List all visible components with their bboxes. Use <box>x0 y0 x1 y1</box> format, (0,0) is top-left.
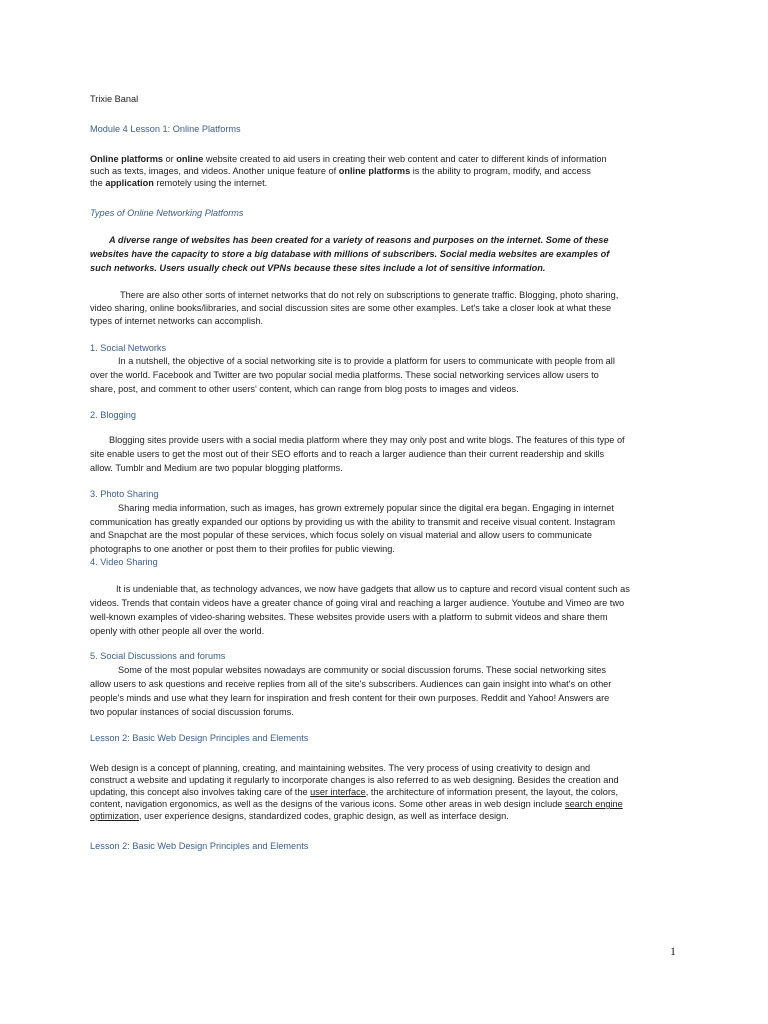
section-heading-blogging: 2. Blogging <box>90 410 136 420</box>
paragraph-line: openly with other people all over the world. <box>90 626 265 636</box>
paragraph-line: site enable users to get the most out of their SEO efforts and to reach a larger audience than their current readership and skills <box>90 449 605 459</box>
intro-line-2: such as texts, images, and videos. Another unique feature of online platforms is the ability to program, modify, and access <box>90 166 591 176</box>
section-heading-video-sharing: 4. Video Sharing <box>90 557 158 567</box>
web-design-line: Web design is a concept of planning, creating, and maintaining websites. The very process of using creativity to design and <box>90 763 591 773</box>
optimization-link[interactable]: optimization <box>90 811 140 821</box>
web-design-line: construct a website and updating it regularly to incorporate changes is also referred to as web designing. Besides the creation and <box>90 775 619 785</box>
lesson2-heading: Lesson 2: Basic Web Design Principles and Elements <box>90 733 309 743</box>
types-heading: Types of Online Networking Platforms <box>90 208 244 218</box>
paragraph-line: communication has greatly expanded our options by providing us with the ability to transmit and receive visual content. Instagram <box>90 517 615 527</box>
section-heading-photo-sharing: 3. Photo Sharing <box>90 489 159 499</box>
paragraph-line: share, post, and comment to other users' content, which can range from blog posts to images and videos. <box>90 384 519 394</box>
paragraph-line: well-known examples of video-sharing websites. These websites provide users with a platform to submit videos and share them <box>90 612 608 622</box>
bold-paragraph-line: websites have the capacity to store a big database with millions of subscribers. Social media websites are examples of <box>90 249 610 259</box>
paragraph-line: videos. Trends that contain videos have a greater chance of going viral and reaching a larger audience. Youtube and Vimeo are two <box>90 598 625 608</box>
web-design-line: content, navigation ergonomics, as well as the designs of the various icons. Some other areas in web design include search engine <box>90 799 623 809</box>
section-heading-social-networks: 1. Social Networks <box>90 343 167 353</box>
paragraph-line: over the world. Facebook and Twitter are two popular social media platforms. These social networking services allow users to <box>90 370 599 380</box>
paragraph-line: and Snapchat are the most popular of these services, which focus solely on visual material and allow users to communicate <box>90 530 592 540</box>
paragraph-line: Sharing media information, such as images, has grown extremely popular since the digital era began. Engaging in internet <box>118 503 614 513</box>
bold-paragraph-line: such networks. Users usually check out VPNs because these sites include a lot of sensitive information. <box>90 263 546 273</box>
paragraph-line: It is undeniable that, as technology advances, we now have gadgets that allow us to capture and record visual content such as <box>116 584 630 594</box>
section-heading-social-discussions: 5. Social Discussions and forums <box>90 651 226 661</box>
author-name: Trixie Banal <box>90 94 139 104</box>
paragraph-line: video sharing, online books/libraries, and social discussion sites are some other examples. Let's take a closer look at what these <box>90 303 612 313</box>
module-title: Module 4 Lesson 1: Online Platforms <box>90 124 241 134</box>
paragraph-line: photographs to one another or post them to their profiles for public viewing. <box>90 544 395 554</box>
intro-line-3: the application remotely using the internet. <box>90 178 268 188</box>
paragraph-line: In a nutshell, the objective of a social networking site is to provide a platform for users to communicate with people from all <box>118 356 615 366</box>
page-number: 1 <box>670 944 676 958</box>
bold-paragraph-line: A diverse range of websites has been created for a variety of reasons and purposes on the internet. Some of these <box>109 235 609 245</box>
paragraph-line: There are also other sorts of internet networks that do not rely on subscriptions to generate traffic. Blogging, photo sharing, <box>120 290 619 300</box>
intro-line-1: Online platforms or online website created to aid users in creating their web content and cater to different kinds of information <box>90 154 607 164</box>
paragraph-line: people's minds and use what they learn for inspiration and fresh content for their own purposes. Reddit and Yahoo! Answers are <box>90 693 610 703</box>
user-interface-link[interactable]: user interface <box>310 787 366 797</box>
web-design-line: optimization, user experience designs, standardized codes, graphic design, as well as interface design. <box>90 811 509 821</box>
search-engine-optimization-link[interactable]: search engine <box>564 799 623 809</box>
intro-term: Online platforms <box>90 154 163 164</box>
paragraph-line: allow users to ask questions and receive replies from all of the site's subscribers. Audiences can gain insight into what's on other <box>90 679 612 689</box>
web-design-line: updating, this concept also involves taking care of the user interface, the architecture of information present, the layout, the colors, <box>90 787 619 797</box>
paragraph-line: Some of the most popular websites nowadays are community or social discussion forums. These social networking sites <box>118 665 607 675</box>
paragraph-line: types of internet networks can accomplish. <box>90 316 264 326</box>
paragraph-line: two popular instances of social discussion forums. <box>90 707 294 717</box>
paragraph-line: allow. Tumblr and Medium are two popular blogging platforms. <box>90 463 343 473</box>
paragraph-line: Blogging sites provide users with a social media platform where they may only post and write blogs. The features of this type of <box>109 435 625 445</box>
lesson2-heading-repeat: Lesson 2: Basic Web Design Principles and Elements <box>90 841 309 851</box>
